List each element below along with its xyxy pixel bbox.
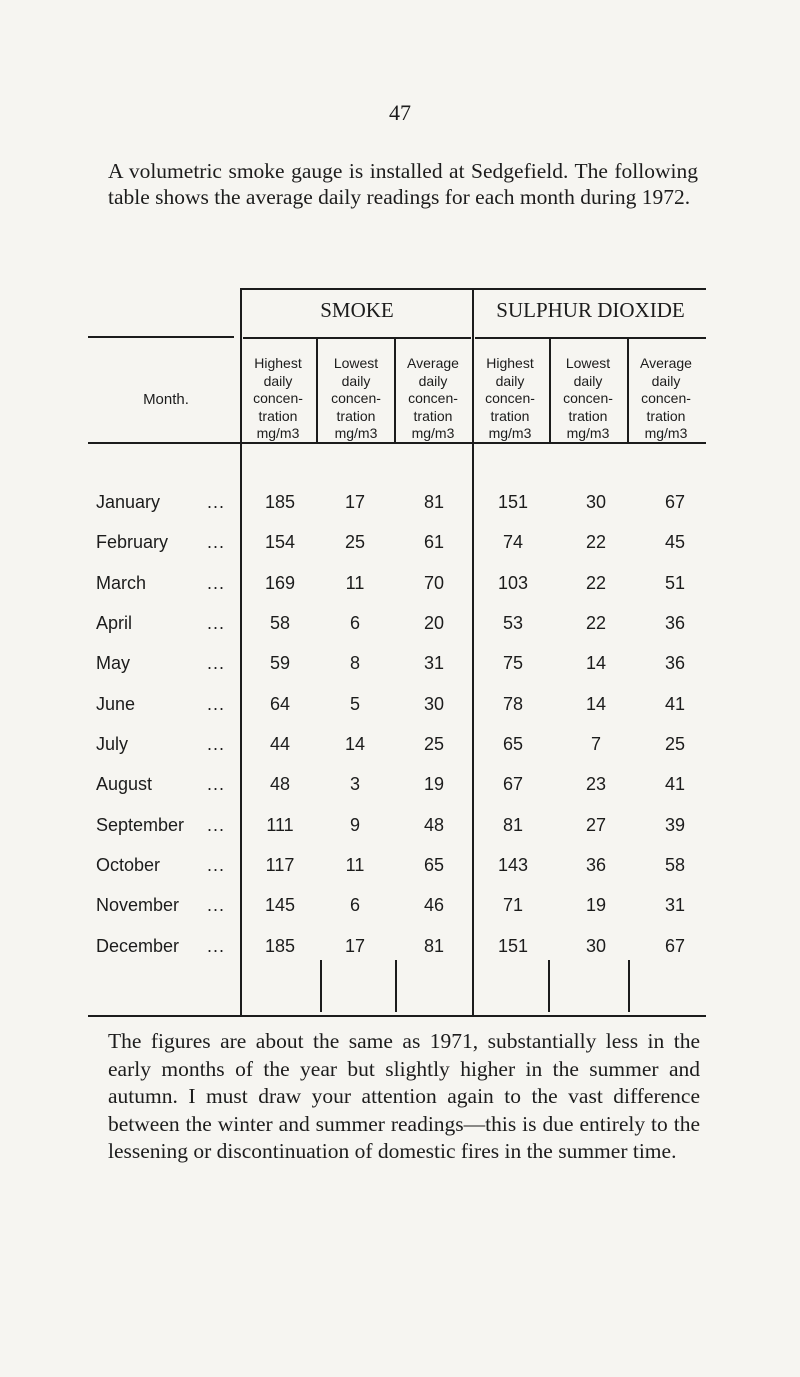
- month-column-header: Month.: [143, 391, 189, 408]
- table-cell: 81: [423, 492, 445, 512]
- table-cell: 17: [344, 936, 366, 956]
- leader-dots: ...: [207, 532, 226, 552]
- smoke-group-header: SMOKE: [320, 298, 394, 322]
- leader-dots: ...: [207, 855, 226, 875]
- table-cell: 19: [585, 895, 607, 915]
- table-cell: 20: [423, 613, 445, 633]
- table-cell: 48: [423, 815, 445, 835]
- table-cell: 81: [502, 815, 524, 835]
- table-cell: 58: [664, 855, 686, 875]
- table-row: [0, 653, 800, 683]
- table-cell: 8: [349, 653, 360, 673]
- table-cell: 74: [502, 532, 524, 552]
- table-cell: 25: [423, 734, 445, 754]
- table-cell: 111: [266, 815, 294, 835]
- table-cell: 41: [664, 774, 686, 794]
- table-row: [0, 573, 800, 603]
- table-cell: 53: [502, 613, 524, 633]
- leader-dots: ...: [207, 492, 226, 512]
- table-row: [0, 855, 800, 885]
- table-cell: 145: [264, 895, 296, 915]
- table-cell: 30: [585, 492, 607, 512]
- intro-paragraph: A volumetric smoke gauge is installed at Sedgefield. The following table shows the average daily readings for each month during 1972.: [108, 159, 698, 209]
- table-cell: 25: [344, 532, 366, 552]
- table-cell: 45: [664, 532, 686, 552]
- table-cell: 185: [264, 492, 296, 512]
- group-underline-sulphur: [475, 337, 706, 339]
- month-label: July: [96, 734, 129, 754]
- month-label: December: [96, 936, 180, 956]
- table-cell: 48: [269, 774, 291, 794]
- leader-dots: ...: [207, 573, 226, 593]
- column-divider: [395, 960, 397, 1012]
- table-cell: 75: [502, 653, 524, 673]
- table-cell: 3: [349, 774, 360, 794]
- table-cell: 81: [423, 936, 445, 956]
- table-cell: 151: [497, 936, 529, 956]
- table-cell: 36: [664, 613, 686, 633]
- month-label: March: [96, 573, 147, 593]
- table-cell: 41: [664, 694, 686, 714]
- month-label: May: [96, 653, 131, 673]
- table-cell: 9: [349, 815, 360, 835]
- table-cell: 67: [502, 774, 524, 794]
- leader-dots: ...: [207, 936, 226, 956]
- month-header-top-rule: [88, 336, 234, 338]
- table-row: [0, 532, 800, 562]
- table-cell: 59: [269, 653, 291, 673]
- conclusion-paragraph: The figures are about the same as 1971, substantially less in the early months of the year but slightly higher in the summer and autumn. I must draw your attention again to the vast difference between the winter and summer readings—this is due entirely to the lessening or discontinuation of domestic fires in the summer time.: [108, 1029, 700, 1163]
- month-label: April: [96, 613, 133, 633]
- month-label: September: [96, 815, 185, 835]
- table-cell: 23: [585, 774, 607, 794]
- month-label: November: [96, 895, 180, 915]
- table-cell: 39: [664, 815, 686, 835]
- table-cell: 25: [664, 734, 686, 754]
- leader-dots: ...: [207, 895, 226, 915]
- page-number: 47: [389, 100, 411, 125]
- column-header: Average daily concen- tration mg/m3: [407, 355, 459, 441]
- table-row: [0, 613, 800, 643]
- table-cell: 64: [269, 694, 291, 714]
- table-row: [0, 815, 800, 845]
- table-row: [0, 936, 800, 966]
- table-row: [0, 774, 800, 804]
- leader-dots: ...: [207, 613, 226, 633]
- table-cell: 22: [585, 532, 607, 552]
- table-cell: 67: [664, 936, 686, 956]
- month-label: January: [96, 492, 161, 512]
- table-cell: 103: [497, 573, 529, 593]
- table-cell: 36: [664, 653, 686, 673]
- leader-dots: ...: [207, 774, 226, 794]
- column-header: Highest daily concen- tration mg/m3: [253, 355, 303, 441]
- table-cell: 36: [585, 855, 607, 875]
- column-header: Average daily concen- tration mg/m3: [640, 355, 692, 441]
- table-cell: 27: [585, 815, 607, 835]
- month-label: October: [96, 855, 161, 875]
- group-underline-smoke: [243, 337, 471, 339]
- table-row: [0, 734, 800, 764]
- table-cell: 78: [502, 694, 524, 714]
- table-cell: 51: [664, 573, 686, 593]
- table-cell: 31: [664, 895, 686, 915]
- sulphur-dioxide-group-header: SULPHUR DIOXIDE: [496, 298, 685, 322]
- table-cell: 19: [423, 774, 445, 794]
- table-cell: 58: [269, 613, 291, 633]
- table-cell: 61: [423, 532, 445, 552]
- month-label: June: [96, 694, 136, 714]
- table-cell: 14: [585, 694, 607, 714]
- table-cell: 185: [264, 936, 296, 956]
- column-header: Highest daily concen- tration mg/m3: [485, 355, 535, 441]
- table-row: [0, 895, 800, 925]
- table-cell: 17: [344, 492, 366, 512]
- month-label: February: [96, 532, 169, 552]
- column-divider: [628, 960, 630, 1012]
- table-cell: 154: [264, 532, 296, 552]
- column-divider: [320, 960, 322, 1012]
- leader-dots: ...: [207, 734, 226, 754]
- table-cell: 71: [502, 895, 524, 915]
- table-cell: 31: [423, 653, 445, 673]
- table-cell: 22: [585, 573, 607, 593]
- column-header: Lowest daily concen- tration mg/m3: [331, 355, 381, 441]
- table-row: [0, 492, 800, 522]
- table-cell: 143: [497, 855, 529, 875]
- table-cell: 30: [585, 936, 607, 956]
- table-cell: 65: [502, 734, 524, 754]
- table-row: [0, 694, 800, 724]
- table-cell: 169: [264, 573, 296, 593]
- month-label: August: [96, 774, 153, 794]
- table-cell: 30: [423, 694, 445, 714]
- table-cell: 46: [423, 895, 445, 915]
- table-cell: 65: [423, 855, 445, 875]
- table-cell: 6: [349, 895, 360, 915]
- table-bottom-rule: [88, 1015, 706, 1017]
- table-cell: 22: [585, 613, 607, 633]
- table-cell: 151: [497, 492, 529, 512]
- table-cell: 6: [349, 613, 360, 633]
- table-cell: 117: [265, 855, 295, 875]
- column-divider: [548, 960, 550, 1012]
- table-cell: 70: [423, 573, 445, 593]
- table-cell: 14: [585, 653, 607, 673]
- table-cell: 67: [664, 492, 686, 512]
- leader-dots: ...: [207, 694, 226, 714]
- table-cell: 11: [345, 855, 365, 875]
- leader-dots: ...: [207, 815, 226, 835]
- table-cell: 7: [590, 734, 601, 754]
- leader-dots: ...: [207, 653, 226, 673]
- table-cell: 5: [349, 694, 360, 714]
- table-cell: 44: [269, 734, 291, 754]
- column-header: Lowest daily concen- tration mg/m3: [563, 355, 613, 441]
- table-cell: 11: [345, 573, 365, 593]
- table-cell: 14: [344, 734, 366, 754]
